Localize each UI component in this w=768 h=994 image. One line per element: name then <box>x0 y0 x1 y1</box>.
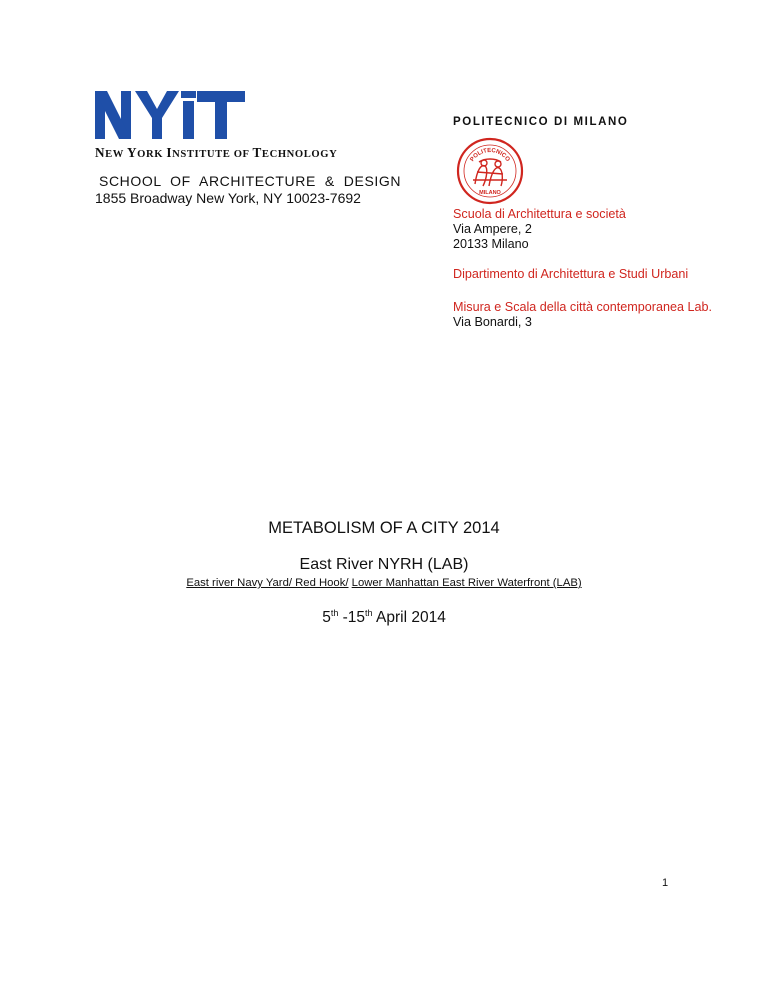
nyit-logo <box>95 91 245 139</box>
nyit-address: 1855 Broadway New York, NY 10023-7692 <box>95 190 361 206</box>
document-locations <box>0 577 768 589</box>
location-2: Lower Manhattan East River Waterfront (LAB) <box>351 577 582 589</box>
nyit-school-name: SCHOOL OF ARCHITECTURE & DESIGN <box>99 173 402 189</box>
polimi-lab-name: Misura e Scala della città contemporanea Lab. <box>453 300 713 314</box>
document-dates: 5th -15th April 2014 <box>322 608 446 626</box>
document-title: METABOLISM OF A CITY 2014 <box>268 519 500 537</box>
polimi-name: POLITECNICO DI MILANO <box>453 116 629 128</box>
nyit-institution-name: NEW YORK INSTITUTE OF TECHNOLOGY <box>95 145 338 160</box>
page-number: 1 <box>662 877 669 889</box>
svg-text:POLITECNICO: POLITECNICO <box>469 147 511 163</box>
svg-text:MILANO: MILANO <box>479 190 501 196</box>
polimi-school-city: 20133 Milano <box>453 237 529 251</box>
polimi-school-street: Via Ampere, 2 <box>453 222 532 236</box>
polimi-school-name: Scuola di Architettura e società <box>453 207 626 221</box>
location-1: East river Navy Yard/ Red Hook/ <box>186 577 349 589</box>
document-subtitle: East River NYRH (LAB) <box>299 556 469 573</box>
polimi-department: Dipartimento di Architettura e Studi Urbani <box>453 267 689 281</box>
polimi-seal-logo <box>455 136 525 206</box>
polimi-lab-street: Via Bonardi, 3 <box>453 315 532 329</box>
